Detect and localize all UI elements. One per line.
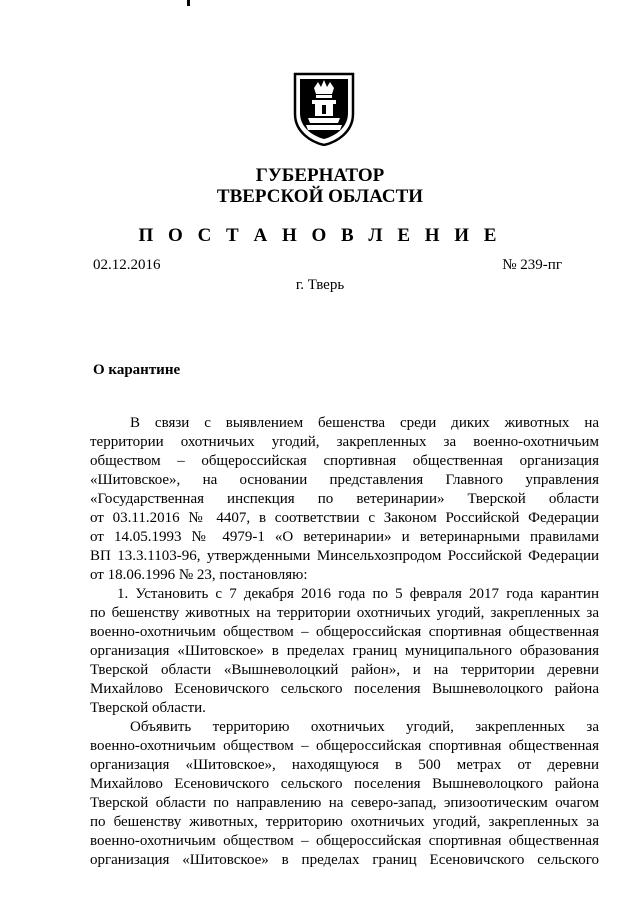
document-number: № 239-пг — [502, 257, 562, 273]
paragraph-line: ВП 13.3.1103-96, утвержденными Минсельхозпродом Российской Федерации — [90, 548, 599, 564]
paragraph-line: «Шитовское», на основании представления Главного управления — [90, 472, 599, 488]
paragraph-line: от 03.11.2016 № 4407, в соответствии с Законом Российской Федерации — [90, 510, 599, 526]
paragraph-line: Тверской области «Вышневолоцкий район», и на территории деревни — [90, 662, 599, 678]
document-type: П О С Т А Н О В Л Е Н И Е — [138, 225, 502, 246]
paragraph-line: по бешенству животных на территории охотничьих угодий, закрепленных за — [90, 605, 599, 621]
paragraph-line: организация «Шитовское» в пределах границ муниципального образования — [90, 643, 599, 659]
paragraph-line: организация «Шитовское» в пределах границ Есеновичского сельского — [90, 852, 599, 868]
document-subject: О карантине — [93, 362, 181, 378]
paragraph-line: военно-охотничьим обществом – общероссийская спортивная общественная — [90, 624, 599, 640]
paragraph-line: военно-охотничьим обществом – общероссийская спортивная общественная — [90, 738, 599, 754]
scan-mark — [187, 0, 190, 6]
paragraph-line: Михайлово Есеновичского сельского поселения Вышневолоцкого района — [90, 776, 599, 792]
paragraph-line: организация «Шитовское», находящуюся в 500 метрах от деревни — [90, 757, 599, 773]
paragraph-line: «Государственная инспекция по ветеринарии» Тверской области — [90, 491, 599, 507]
paragraph-line: Тверской области. — [90, 700, 206, 716]
paragraph-line: Тверской области по направлению на северо-запад, эпизоотическим очагом — [90, 795, 599, 811]
paragraph-line: территории охотничьих угодий, закрепленных за военно-охотничьим — [90, 434, 599, 450]
paragraph-line: обществом – общероссийская спортивная общественная организация — [90, 453, 599, 469]
paragraph-line: по бешенству животных, территорию охотничьих угодий, закрепленных за — [90, 814, 599, 830]
paragraph-line: В связи с выявлением бешенства среди диких животных на — [130, 415, 599, 431]
issuer-title: ГУБЕРНАТОР — [255, 165, 385, 186]
coat-of-arms-icon — [291, 70, 357, 146]
paragraph-line: от 18.06.1996 № 23, постановляю: — [90, 567, 308, 583]
issuer-region: ТВЕРСКОЙ ОБЛАСТИ — [216, 186, 424, 207]
document-date: 02.12.2016 — [93, 257, 161, 273]
document-city: г. Тверь — [295, 277, 345, 293]
paragraph-line: от 14.05.1993 № 4979-1 «О ветеринарии» и ветеринарными правилами — [90, 529, 599, 545]
paragraph-line: Михайлово Есеновичского сельского поселения Вышневолоцкого района — [90, 681, 599, 697]
paragraph-line: военно-охотничьим обществом – общероссийская спортивная общественная — [90, 833, 599, 849]
paragraph-line: Объявить территорию охотничьих угодий, закрепленных за — [130, 719, 599, 735]
paragraph-line: 1. Установить с 7 декабря 2016 года по 5 февраля 2017 года карантин — [117, 586, 599, 602]
